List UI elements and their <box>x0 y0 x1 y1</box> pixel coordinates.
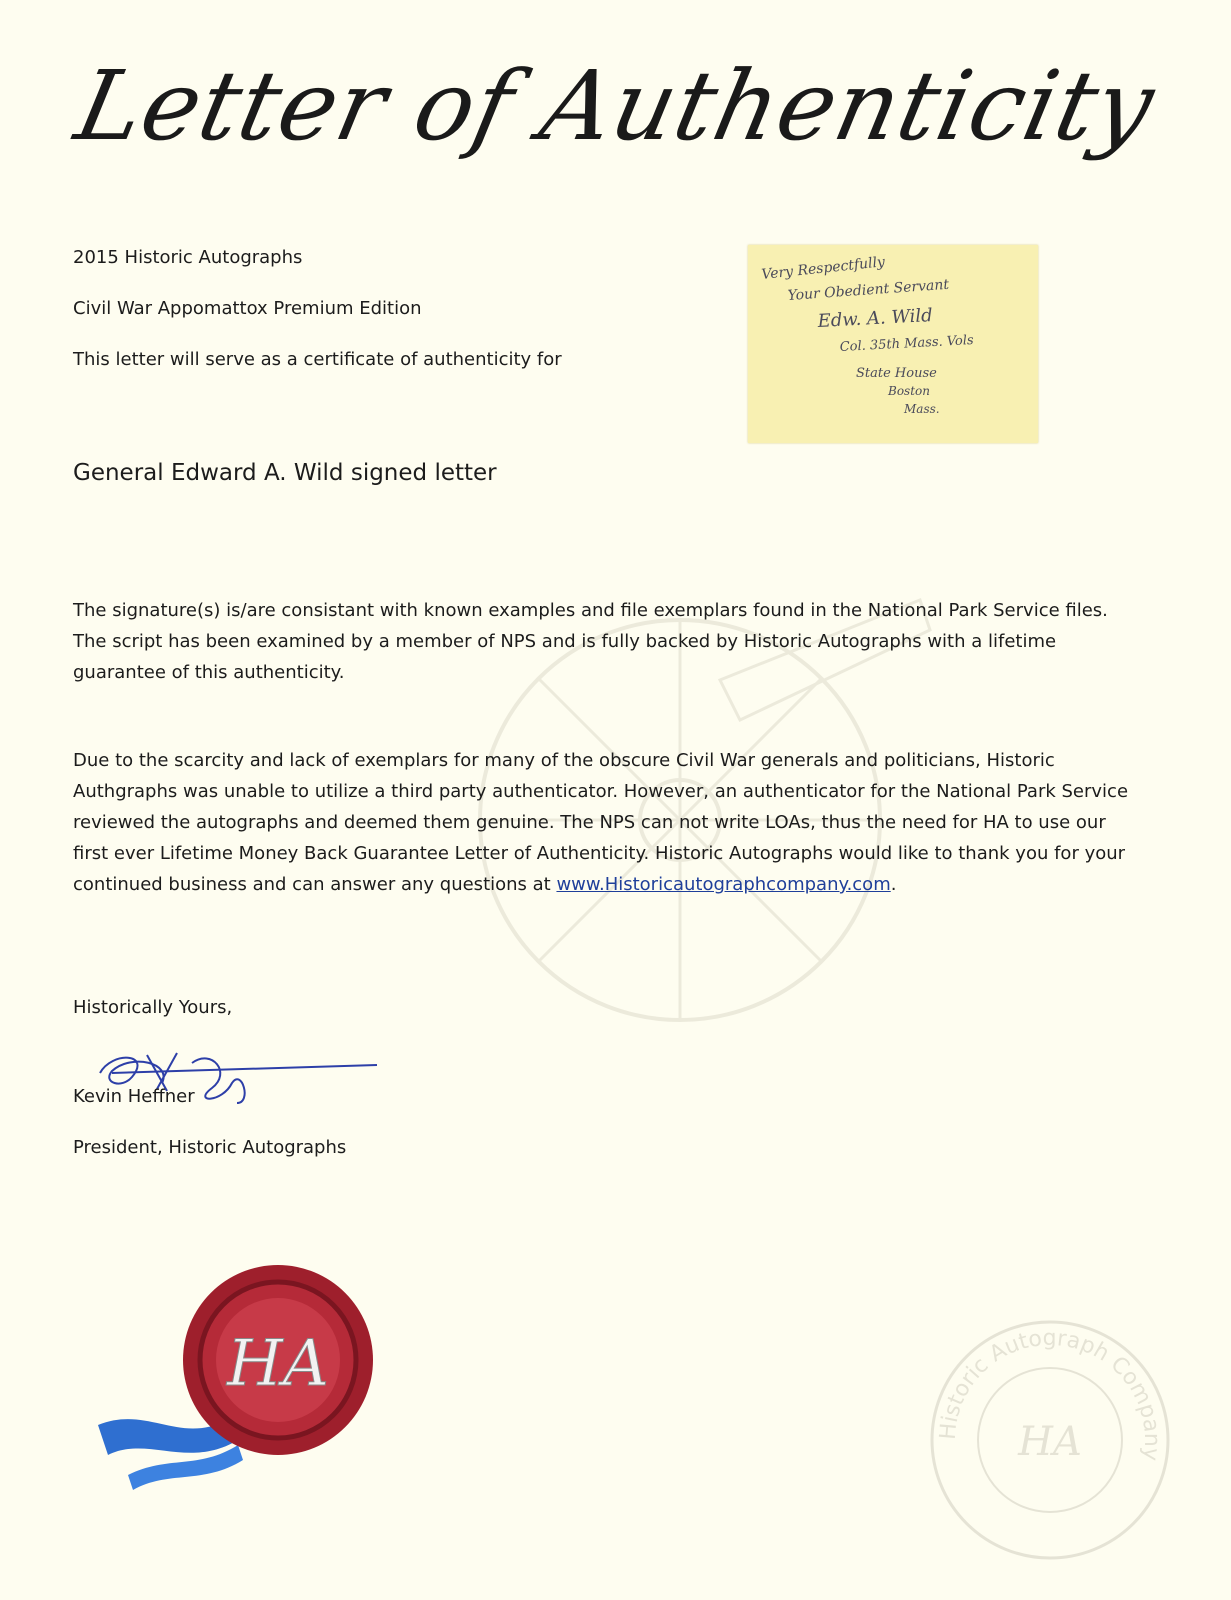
exemplar-line-2: Your Obedient Servant <box>787 276 950 304</box>
emboss-ring-text: Historic Autograph Company <box>935 1325 1165 1463</box>
signer-title: President, Historic Autographs <box>73 1137 347 1158</box>
exemplar-line-3: Edw. A. Wild <box>817 305 934 332</box>
letter-subject: General Edward A. Wild signed letter <box>73 460 497 486</box>
header-line-edition-name: Civil War Appomattox Premium Edition <box>73 298 422 319</box>
paragraph-scarcity <box>73 745 1143 900</box>
exemplar-line-7: Mass. <box>904 402 940 416</box>
closing-salutation: Historically Yours, <box>73 997 233 1018</box>
exemplar-handwriting <box>748 245 1038 443</box>
exemplar-line-5: State House <box>856 366 937 381</box>
exemplar-line-1: Very Respectfully <box>760 254 886 283</box>
signer-name: Kevin Heffner <box>73 1086 195 1107</box>
header-line-certificate: This letter will serve as a certificate of authenticity for <box>73 349 562 370</box>
paragraph-consistency: The signature(s) is/are consistant with known examples and file exemplars found in the National Park Service files. The script has been examined by a member of NPS and is fully backed by Historic Autographs with a lifetime guarantee of this authenticity. <box>73 600 1108 683</box>
paragraph-scarcity-end: . <box>890 874 897 895</box>
embossed-seal-icon <box>925 1315 1175 1565</box>
company-website-link[interactable]: www.Historicautographcompany.com <box>556 874 891 895</box>
exemplar-line-4: Col. 35th Mass. Vols <box>839 333 975 355</box>
signature-exemplar <box>748 245 1038 443</box>
header-line-edition-year: 2015 Historic Autographs <box>73 247 303 268</box>
letter-title: Letter of Authenticity <box>66 50 1165 162</box>
seal-monogram: HA <box>226 1327 330 1401</box>
emboss-monogram: HA <box>1018 1419 1082 1465</box>
paragraph-scarcity-text: Due to the scarcity and lack of exemplars for many of the obscure Civil War generals and politicians, Historic Authgraphs was unable to utilize a third party authenticator. However, an authenticator for the National Park Service reviewed the autographs and deemed them genuine. The NPS can not write LOAs, thus the need for HA to use our first ever Lifetime Money Back Guarantee Letter of Authenticity. Historic Autographs would like to thank you for your continued business and can answer any questions at <box>73 750 1129 895</box>
wax-seal-icon <box>88 1255 388 1495</box>
exemplar-line-6: Boston <box>888 384 930 398</box>
